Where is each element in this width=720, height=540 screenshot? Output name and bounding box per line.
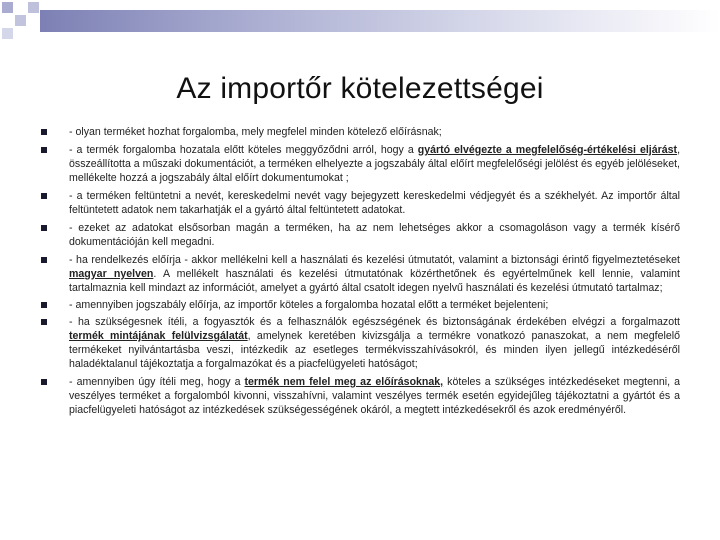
bullet-item (40, 189, 680, 217)
square-bullet-icon (41, 257, 47, 263)
bullet-item (40, 221, 680, 249)
bullet-item (40, 315, 680, 371)
text-segment: - olyan terméket hozhat forgalomba, mely megfelel minden kötelező előírásnak; (69, 126, 442, 138)
bullet-text (69, 190, 680, 216)
corner-square (2, 2, 13, 13)
corner-square (2, 28, 13, 39)
square-bullet-icon (41, 302, 47, 308)
text-segment: , összeállította a műszaki dokumentációt, a terméken elhelyezte a jogszabály által előírt megfelelőségi jelölést és egyéb jelöléseket, mellékelte hozzá a jogszabály által előírt dokumentumokat ; (69, 144, 681, 184)
text-segment: - a terméken feltüntetni a nevét, kereskedelmi nevét vagy bejegyzett kereskedelmi védjegyét és a székhelyét. Az importőr által feltüntetett adatok nem takarhatják el a gyártó által feltüntetett adatokat. (69, 190, 680, 216)
emphasized-text: termék mintájának felülvizsgálatát (69, 330, 248, 342)
text-segment: - ezeket az adatokat elsősorban magán a terméken, ha az nem lehetséges akkor a csomagoláson vagy a termék kísérő dokumentációján kell megadni. (69, 222, 680, 248)
bullet-text (69, 254, 680, 294)
emphasized-text: termék nem felel meg az előírásoknak, (244, 376, 444, 388)
text-segment: köteles a szükséges intézkedéseket megtenni, a veszélyes terméket a forgalomból kivonni, visszahívni, valamint veszélyes termék esetén egyidejűleg tájékoztatni a gyártót és a piacfelügyeleti hatóságot az intézkedések szükségességének okáról, a megtett intézkedésekről és azok eredményéről. (69, 376, 680, 416)
slide-title: Az importőr kötelezettségei (176, 72, 544, 105)
square-bullet-icon (41, 379, 47, 385)
text-segment: - ha szükségesnek ítéli, a fogyasztók és a felhasználók egészségének és biztonságának érdekében elvégzi a forgalmazott (69, 316, 680, 328)
bullet-text (69, 126, 442, 138)
text-segment: - ha rendelkezés előírja - akkor mellékelni kell a használati és kezelési útmutatót, valamint a biztonsági érintő figyelmeztetéseket (69, 254, 680, 266)
text-segment: . A mellékelt használati és kezelési útmutatónak közérthetőnek és egyértelműnek kell lennie, valamint tartalmaznia kell mindazt az információt, amelyet a gyártó által csatolt idegen nyelvű használati és kezelési útmutató tartalmaz; (69, 268, 680, 294)
header-gradient-band (40, 10, 720, 32)
bullet-list (40, 125, 680, 417)
emphasized-text: magyar nyelven (69, 268, 154, 280)
text-segment: , amelynek keretében kivizsgálja a termékre vonatkozó panaszokat, a nem megfelelő termékeket nyilvántartásba veszi, intézkedik az esetleges termékvisszahívásokról, és minden ilyen jellegű intézkedéséről haladéktalanul tájékoztatja a forgalmazókat és a piacfelügyeleti hatóságot; (69, 330, 681, 370)
bullet-item (40, 125, 680, 139)
bullet-item (40, 298, 680, 312)
text-segment: - a termék forgalomba hozatala előtt köteles meggyőződni arról, hogy a (69, 144, 418, 156)
square-bullet-icon (41, 147, 47, 153)
bullet-text (69, 316, 680, 370)
square-bullet-icon (41, 319, 47, 325)
bullet-text (69, 144, 680, 184)
square-bullet-icon (41, 225, 47, 231)
bullet-item (40, 253, 680, 295)
bullet-item (40, 375, 680, 417)
square-bullet-icon (41, 129, 47, 135)
bullet-text (69, 376, 680, 416)
corner-square (15, 15, 26, 26)
text-segment: - amennyiben úgy ítéli meg, hogy a (69, 376, 245, 388)
bullet-item (40, 143, 680, 185)
text-segment: - amennyiben jogszabály előírja, az importőr köteles a forgalomba hozatal előtt a terméket bejelenteni; (69, 299, 549, 311)
bullet-text (69, 299, 548, 311)
bullet-text (69, 222, 680, 248)
square-bullet-icon (41, 193, 47, 199)
emphasized-text: gyártó elvégezte a megfelelőség-értékelési eljárást (417, 144, 678, 156)
corner-square (28, 2, 39, 13)
